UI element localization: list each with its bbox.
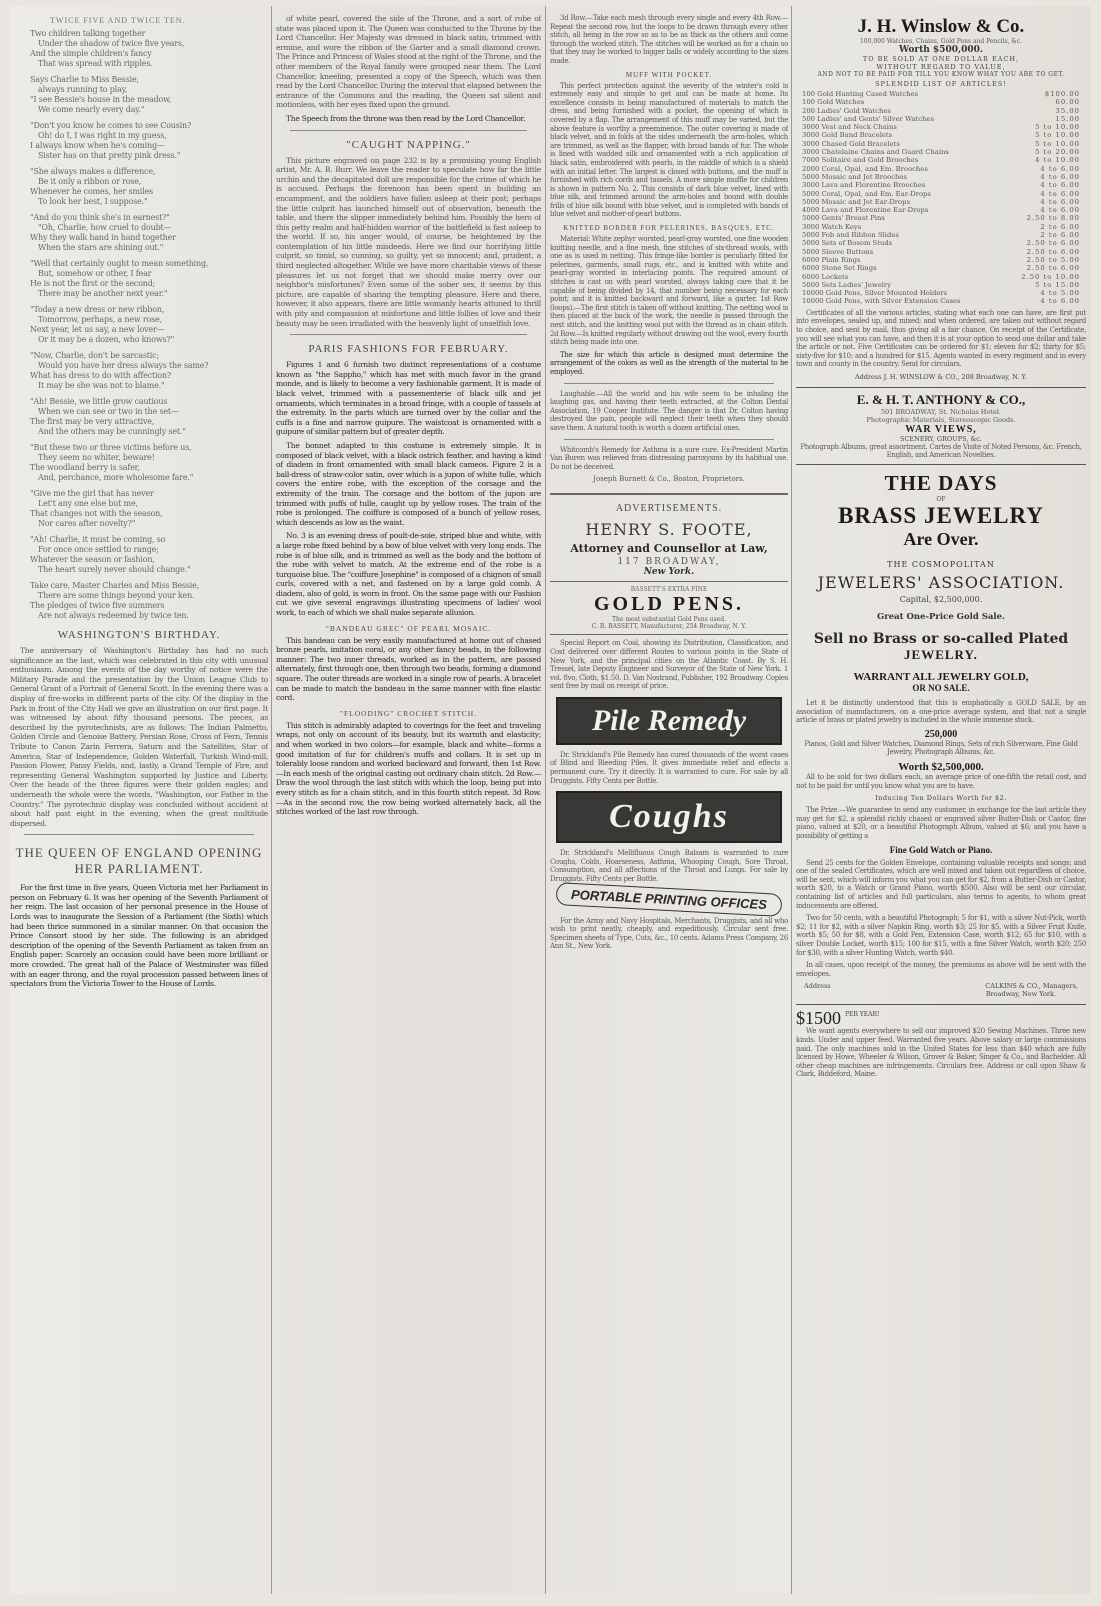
winslow-line: WITHOUT REGARD TO VALUE, [876,63,1006,71]
poem-stanza [24,581,268,621]
poem-stanza [24,259,268,299]
price-value: 4 to 5.00 [1040,289,1080,298]
coughs-text: Dr. Strickland's Mellifluous Cough Balsam is warranted to cure Coughs, Colds, Hoarseness, Asthma, Whooping Cough, Sore Throat, Consumption, and all affections of the Throat and Lungs. For sale by Druggists. Fifty Cents per Bottle. [550,849,788,884]
calkins-street: Broadway, New York. [985,990,1056,999]
poem-line: "Now, Charlie, don't be sarcastic; [30,351,159,360]
poem-stanza [24,351,268,391]
price-value: 2.50 to 6.00 [1026,264,1080,273]
coughs-banner: Coughs [556,791,782,843]
queen-parliament-text: For the first time in five years, Queen Victoria met her Parliament in person on February 6. It was her opening of the Seventh Parliament of her reign. The last occasion of her personal presence in the House of Lords was to inaugurate the Session of a Parliament (the Sixth) which had been thrice summoned in a similar manner. On that occasion the Prince Consort stood by her side. The following is an abridged description of the opening of the Seventh Parliament as taken from an English paper: Scarcely an occasion could have been more brilliant or more crowded. The great hall of the Palace of Westminster was filled with an eager throng, and the royal procession passed between lines of spectators from the Victoria Tower to the House of Lords. [10,883,268,989]
price-value: 2.50 to 6.00 [1026,247,1080,256]
column-rule [791,6,792,1594]
speech-line: The Speech from the throne was then read by the Lord Chancellor. [286,113,526,123]
column-4 [796,14,1086,1586]
winslow-subtitle: 100,000 Watches, Chains, Gold Pens and Pencils, &c. [859,38,1023,45]
anthony-address: 501 BROADWAY, St. Nicholas Hotel. [881,407,1001,416]
price-row [802,115,1080,123]
price-item: 3000 Gold Band Bracelets [802,131,893,140]
winslow-line: TO BE SOLD AT ONE DOLLAR EACH, [862,55,1020,63]
price-item: 200 Ladies' Gold Watches [802,106,891,115]
poem-line: Next year, let us say, a new lover— [30,325,165,334]
price-item: 5000 Mosaic and Jet Brooches [802,172,907,181]
price-value: 2 to 6.00 [1040,231,1080,240]
jewelry-heading: JEWELRY. [904,647,978,663]
poem-line: For once once settled to range; [38,545,159,554]
price-item: 5000 Gents' Breast Pins [802,214,885,223]
laughing-gas-notice: Laughable.—All the world and his wife seem to be inhaling the laughing gas, and having their teeth extracted, at the Colton Dental Association, 19 Cooper Institute. The danger is that Dr. Colton having destroyed the pain, people will neglect their teeth when they should save them. A natural tooth is worth a dozen artificial ones. [550,389,788,432]
price-value: 5 to 10.00 [1035,123,1080,132]
price-row [802,256,1080,264]
winslow-address: Address J. H. WINSLOW & CO., 208 Broadway, N. Y. [854,372,1028,381]
poem-line: Whenever he comes, her smiles [30,187,153,196]
newspaper-page [10,6,1091,1594]
poem-line: That changes not with the season, [30,509,163,518]
price-value: 4 to 6.00 [1040,197,1080,206]
asthma-remedy-proprietors: Joseph Burnett & Co., Boston, Proprietors. [593,475,745,484]
price-row [802,231,1080,239]
poem-line: Would you have her dress always the same? [38,361,209,370]
prize-text: The Prize.—We guarantee to send any customer, in exchange for the last article they may get for $2, a splendid richly chased or engraved silver Butter-Dish or Castor, fine piano, valued at $20, or a beautiful Photograph Album, valued at $6; and you have a possibility of getting a [796,806,1086,840]
price-value: 4 to 6.00 [1040,172,1080,181]
poem-stanza [24,213,268,253]
brass-jewelry-heading: BRASS JEWELRY [838,503,1044,529]
price-row [802,223,1080,231]
knitted-border-heading: KNITTED BORDER FOR PELERINES, BASQUES, ETC. [563,224,775,233]
price-item: 500 Ladies' and Gents' Silver Watches [802,114,934,123]
poem-line: And the simple children's fancy [30,49,152,58]
price-value: 4 to 6.00 [1040,297,1080,306]
price-item: 6000 Stone Set Rings [802,264,877,273]
caught-napping-text: This picture engraved on page 232 is by a promising young English artist, Mr. A. B. Burr. We leave the reader to speculate how far the little urchin and the decapitated doll are responsible for the crime of which he is accused. Perhaps the forenoon has been spent in building an encampment, and the soldiers have fallen asleep at their post; perhaps the little culprit has launched himself out of observation, beneath the table, and there the slipper immediately behind him. Possibly the hero of this petty realm and half-hidden warrior of the battlefield is fast asleep to the world. If so, his anger would, of course, be heightened by the contemplation of his little misdeeds. Here we find our horrifying little culprit, so timid, so cunning, so guilty, yet so innocent; and, prudent, a third neglected altogether. While we have more charitable views of these pleasures let us not forget that we should make merry over our neighbor's misfortunes? Even some of the sober sex, it seems by this picture, are capable of sharing the tempting pleasure. Here and there, however, it also appears, there are little womanly hearts attuned to thrill with pity and compassion at misfortune and little follies of love and their beauty may be seen irradiated with the heavenly light of unselfish love. [276,155,541,328]
price-value: 4 to 6.00 [1040,164,1080,173]
column-rule [271,6,272,1594]
poem-line: To look her best, I suppose." [38,197,148,206]
poem-line: The heart surely never should change." [38,565,191,574]
days-heading: THE DAYS [884,471,998,496]
winslow-worth: Worth $500,000. [898,45,984,55]
price-item: 5000 Sets Ladies' Jewelry [802,280,891,289]
price-item: 5000 Coral, Opal, and Em. Ear-Drops [802,189,931,198]
coal-report-ad: Special Report on Coal, showing its Distribution, Classification, and Cost delivered over different Routes to various points in the State of New York, and the principal cities on the Atlantic Coast. By S. H. Tressel, late Deputy Engineer and Surveyor of the State of New York. 1 vol. 8vo, Cloth, $1.50. D. Van Nostrand, Publisher, 192 Broadway. Copies sent free by mail on receipt of price. [550,639,788,691]
anthony-war-views: WAR VIEWS, [905,423,977,435]
send-text: Send 25 cents for the Golden Envelope, containing valuable receipts and songs; and one of the sealed Certificates, which are well mixed and taken out regardless of choice, will be sent, which will inform you what you can get for $2, from a Butter-Dish or Castor, worth $20, to a Watch or Grand Piano, worth $500. Also will be sent our circular, containing list of articles and full particulars, also terms to agents, to whom great inducements are offered. [796,858,1086,910]
price-row [802,281,1080,289]
knitted-border-text: Material: White zephyr worsted, pearl-gray worsted, one fine wooden knitting needle, and a fine mesh, fine stitches of six-thread wools, with one as is used in netting. This fringe-like border is peculiarly fitted for pelerines, garments, small rugs, etc., and is knitted with white and pearl-gray worsted in interlacing points. The required amount of stitches is cast on with pearl worsted, always taking care that it be capable of being divided by 14, that number being necessary for each point; and it is knitted backward and forward, like a garter. 1st Row (loops).—The first stitch is taken off without knitting. The netting wool is then placed at the back of the work, the needle is passed through the next stitch, and the knitting wool put with the thread as in chain stitch. 2d Row.—Is knitted regularly without drawing out the wool, every fourth stitch being made into one. [550,235,788,347]
calkins-address [796,982,1086,990]
poem-line: They seem no whiter, beware! [38,453,155,462]
fine-gold-watch: Fine Gold Watch or Piano. [889,844,993,855]
poem-line: "But these two or three victims before us, [30,443,192,452]
bandeau-heading: "BANDEAU GREC" OF PEARL MOSAIC. [325,623,492,633]
price-value: 4 to 6.00 [1040,181,1080,190]
poem-line: "And do you think she's in earnest?" [30,213,170,222]
price-row [802,289,1080,297]
price-row [802,123,1080,131]
divider [796,387,1086,388]
divider [564,383,774,384]
price-row [802,140,1080,148]
winslow-line: AND NOT TO BE PAID FOR TILL YOU KNOW WHAT YOU ARE TO GET. [817,71,1065,78]
price-item: 4000 Lava and Florentine Ear-Drops [802,206,929,215]
poem-line: Take care, Master Charles and Miss Bessie, [30,581,200,590]
bandeau-text: This bandeau can be very easily manufactured at home out of chased bronze pearls, imitation coral, or any other fancy beads, in the following manner: The two inner threads, worked as in the pattern, are passed alternately, first through one, then through two beads, forming a diamond square. The outer threads are worked in a single row of pearls. A bracelet can be made to match the bandeau in the same manner with fine elastic cord. [276,635,541,703]
price-item: 3000 Vest and Neck Chains [802,123,897,132]
poem-line: Oh! do I, I was right in my guess, [38,131,167,140]
column-3 [550,14,788,1586]
poem-line: We come nearly every day." [38,105,145,114]
foote-name: HENRY S. FOOTE, [585,520,753,540]
poem-line: But, somehow or other, I fear [38,269,152,278]
poem-stanza [24,489,268,529]
price-row [802,239,1080,247]
price-item: 5000 Sets of Bosom Studs [802,239,893,248]
price-value: $100.00 [1044,90,1080,98]
price-row [802,131,1080,139]
gold-pens-eyebrow: BASSETT'S EXTRA FINE [630,586,708,594]
price-row [802,181,1080,189]
worth-text: All to be sold for two dollars each, an average price of one-fifth the retail cost, and not to be paid for until you know what you are to have. [796,773,1086,790]
price-item: 3000 Chased Gold Bracelets [802,139,900,148]
crochet-stitch-text: This stitch is admirably adapted to coverings for the feet and traveling wraps, not only on account of its beauty, but its warmth and elasticity; and when worked in two colors—for example, black and white—forms a good imitation of fur for children's muffs and collars. It is set up in tolerably loose random and worked backward and forward, then 1st Row.—In each mesh of the original casting out ordinary chain stitch. 2d Row.—Draw the wool through the last stitch with which the loop, being put into every stitch as for a chain stitch, and in this fourth stitch repeat. 3d Row.—As in the second row, the row being worked alternately back, all the stitches worked of the last row through. [276,720,541,817]
price-row [802,173,1080,181]
price-value: 5 to 10.00 [1035,139,1080,148]
price-value: 4 to 10.00 [1035,156,1080,165]
poem-stanza [24,397,268,437]
poem-line: "Well that certainly ought to mean something, [30,259,209,268]
winslow-name: J. H. Winslow & Co. [857,16,1025,37]
price-row [802,165,1080,173]
poem-line: Why they walk hand in hand together [30,233,176,242]
printing-offices-banner: PORTABLE PRINTING OFFICES [556,882,783,917]
calkins-name: CALKINS & CO., Managers, [985,982,1078,991]
paris-fashions-text: Figures 1 and 6 furnish two distinct representations of a costume known as "the Sappho," which has met with much favor in the grand monde, and is likely to become a very fashionable garment. It is made of black velvet, trimmed with a passementerie of black silk and jet ornaments, which terminates in a broad fringe, with a couple of tassels at the extremity. In the parts which are turned over by the collar and the cuffs is a fine and narrow guipure. The waistcoat is ornamented with a guipure of similar pattern but of greater depth. [276,360,541,437]
price-item: 3000 Watch Keys [802,222,862,231]
per-year: PER YEAR! [845,1011,880,1019]
poem-line: Sister has on that pretty pink dress." [38,151,181,160]
column-1 [10,14,268,1586]
caught-napping-heading: "CAUGHT NAPPING." [346,138,471,151]
queen-continued-text: of white pearl, covered the side of the Throne, and a sort of robe of state was placed upon it. The Queen was conducted to the Throne by the Lord Chancellor. Her Majesty was dressed in black satin, trimmed with ermine, and wore the ribbon of the Garter and a small diamond crown. The Prince and Princess of Wales stood at the right of the Throne, and the other members of the Royal family were grouped near them. The Lord Chancellor, kneeling, presented a copy of the Speech, which was then read by the Lord Chancellor. During the interval that elapsed between the entrance of the Commons and the reading, the Queen sat silent and motionless, with her eyes fixed upon the ground. [276,14,541,110]
gold-pens-sub: The most substantial Gold Pens used. [612,616,726,624]
price-value: 60.00 [1055,98,1080,107]
poem-line: "Oh, Charlie, how cruel to doubt— [38,223,172,232]
price-value: 2 to 6.00 [1040,222,1080,231]
no-sale: OR NO SALE. [912,683,970,694]
column-rule [545,6,546,1594]
anthony-sub: Photographic Materials, Stereoscopic Goods. [866,415,1016,424]
salary-amount: $1500 [796,1008,841,1029]
price-item: 5000 Sleeve Buttons [802,247,874,256]
foote-city: New York. [643,567,695,578]
poem-line: "Give me the girl that has never [30,489,154,498]
poem-stanza [24,121,268,161]
divider [796,1004,1086,1005]
jewelers-association: JEWELERS' ASSOCIATION. [817,573,1065,593]
price-value: 5 to 15.00 [1035,280,1080,289]
pile-remedy-banner: Pile Remedy [556,697,782,745]
capital-line: Capital, $2,500,000. [899,595,983,605]
are-over-heading: Are Over. [903,529,979,550]
price-row [802,273,1080,281]
pile-remedy-text: Dr. Strickland's Pile Remedy has cured thousands of the worst cases of Blind and Bleeding Piles. It gives immediate relief and effects a permanent cure. Try it directly. It is warranted to cure. For sale by all Druggists. Fifty Cents per Bottle. [550,750,788,785]
premiums-text: Two for 50 cents, with a beautiful Photograph; 5 for $1, with a silver Nut-Pick, worth $2; 11 for $2, with a silver Napkin Ring, worth $3; 25 for $5, with a Silver Fruit Knife, worth $5; 50 for $8, with a Gold Pen, Extension Case, worth $12; 65 for $10, with a silver Double Locket, worth $15; 100 for $15, with a fine Silver Watch, worth $20; 250 for $30, with a silver Hunting Watch, worth $40. [796,914,1086,957]
poem-line: That was spread with ripples. [38,59,153,68]
queen-parliament-heading: THE QUEEN OF ENGLAND OPENING HER PARLIAMENT. [15,845,263,877]
poem-stanza [24,29,268,69]
price-row [802,190,1080,198]
price-item: 3000 Chatelaine Chains and Guard Chains [802,148,949,157]
price-row [802,148,1080,156]
muff-heading: MUFF WITH POCKET. [625,70,713,79]
sewing-text: We want agents everywhere to sell our improved $20 Sewing Machines. Three new kinds. Under and upper feed. Warranted five years. Above salary or large commissions paid. The only machines sold in the United States for less than $40 which are fully licensed by Howe, Wheeler & Wilson, Grover & Baker, Singer & Co., and Bachelder. All other cheap machines are infringements. Circulars free. Address or call upon Shaw & Clark, Biddeford, Maine. [796,1027,1086,1079]
divider [24,834,254,835]
price-value: 2.50 to 8.00 [1026,214,1080,223]
divider [796,464,1086,465]
price-item: 5000 Mosaic and Jet Ear-Drops [802,197,910,206]
gold-pens-maker: C. R. BASSETT, Manufacturer, 254 Broadway, N. Y. [591,623,747,631]
poem-line: "I see Bessie's house in the meadow, [30,95,172,104]
paris-fashions-text: The bonnet adapted to this costume is extremely simple. It is composed of black velvet, with a black ostrich feather, and having a kind of diadem in front ornamented with small black cameos. Figure 2 is a ball-dress of straw-color satin, over which is a jupon of white tulle, which covers the entire robe, with the exception of the corsage and the extremity of the train. The corsage and the bottom of the jupon are trimmed with puffs of tulle, caught up by yellow roses. The train of the robe is prolonged. The coiffure is composed of a bunch of yellow roses, which descends as low as the waist. [276,440,541,527]
price-item: 5000 Fob and Ribbon Slides [802,231,899,240]
poem-stanza [24,75,268,115]
winslow-text: Certificates of all the various articles, stating what each one can have, are first put into envelopes, sealed up, and mixed; and when ordered, are taken out without regard to choice, and sent by mail, thus giving all a fair chance. On receipt of the Certificate, you will see what you can have, and then it is at your option to send one dollar and take the article or not. Five Certificates can be ordered for $1; eleven for $2; thirty for $5; sixty-five for $10; and a hundred for $15. Agents wanted in every regiment and in every town and county in the country. Send for circulars. [796,308,1086,369]
price-row [802,198,1080,206]
poem-line: "Ah! Bessie, we little grow cautious [30,397,168,406]
price-value: 4 to 6.00 [1040,189,1080,198]
price-value: 15.00 [1055,114,1080,123]
address-label: Address [804,982,831,991]
crochet-continued-text: 3d Row.—Take each mesh through every single and every 4th Row.—Repeat the second row, but the loops to be drawn through every other stitch, all being in the row so as to be as thick as the others and come through the worked stitch. The stitches will be worked as for a chain so that they may be worked to bigger balls or widely according to the sizes made. [550,14,788,65]
crochet-stitch-heading: "FLOODING" CROCHET STITCH. [339,708,478,718]
poem-line: There may be another next year." [38,289,168,298]
price-value: 2.50 to 6.00 [1026,239,1080,248]
column-2 [276,14,541,1586]
poem-stanza [24,535,268,575]
price-item: 7000 Solitaire and Gold Brooches [802,156,919,165]
poem-line: The first may be very attractive, [30,417,155,426]
poem-line: Nor cares after novelty?" [38,519,136,528]
one-price-sale: Great One-Price Gold Sale. [876,612,1005,623]
poem-stanza [24,167,268,207]
anthony-text: Photograph Albums, great assortment. Cartes de Visite of Noted Persons, &c. French, English, and American Novelties. [800,442,1082,460]
gold-pens-ad [550,581,788,635]
poem-line: "Don't you know he comes to see Cousin? [30,121,192,130]
price-row [802,248,1080,256]
price-item: 3000 Lava and Florentine Brooches [802,181,926,190]
paris-fashions-heading: PARIS FASHIONS FOR FEBRUARY. [308,343,509,356]
knitted-border-note: The size for which this article is designed must determine the arrangement of the colors as well as the strength of the material to be employed. [550,350,788,376]
anthony-scenery: SCENERY, GROUPS, &c. [900,434,982,443]
poem-line: When the stars are shining out." [38,243,164,252]
poem-line: The pledges of twice five summers [30,601,165,610]
price-row [802,206,1080,214]
poem-line: Are not always redeemed by twice ten. [38,611,189,620]
price-row [802,90,1080,98]
price-item: 100 Gold Hunting Cased Watches [802,90,918,98]
paris-fashions-text: No. 3 is an evening dress of poult-de-soie, striped blue and white, with a large robe fixed behind by a bow of blue velvet with very long ends. The robe is of blue silk, and is trimmed as well as the body and the bottom of the robe with velvet to match. At the extreme end of the robe is a turquoise blue. The "coiffure Josephine" is composed of a chignon of small curls, covered with a net, and fastened on by a large gold comb. A diadem, also of gold, is worn in front. On the same page with our Fashion cut we give several engravings illustrating specimens of ladies' wool work, to each of which we shall make separate allusion. [276,531,541,618]
item-count: 250,000 [924,728,958,740]
poem-line: always running to play, [38,85,128,94]
poem-line: I always know when he's coming— [30,141,165,150]
price-row [802,156,1080,164]
price-item: 10000 Gold Pens, Silver Mounted Holders [802,289,948,298]
price-value: 4 to 6.00 [1040,206,1080,215]
advertisements-heading: ADVERTISEMENTS. [615,503,723,515]
warrant-gold: WARRANT ALL JEWELRY GOLD, [853,671,1029,684]
price-value: 5 to 20.00 [1035,148,1080,157]
poem-line: He is not the first or the second; [30,279,156,288]
price-value: 5 to 10.00 [1035,131,1080,140]
foote-title: Attorney and Counsellor at Law, [570,542,768,556]
divider [564,439,774,440]
poem-line: "Ah! Charlie, it must be coming, so [30,535,166,544]
gold-sale-text: Let it be distinctly understood that this is emphatically a GOLD SALE, by an association of manufacturers, on a one-price average system, and that not a single article of brass or plated jewelry is included in the whole immense stock. [796,699,1086,725]
washington-birthday-heading: WASHINGTON'S BIRTHDAY. [57,629,221,641]
poem-line: Under the shadow of twice five years, [38,39,185,48]
divider [290,130,527,131]
price-item: 100 Gold Watches [802,98,865,107]
price-row [802,98,1080,106]
poem-line: "She always makes a difference, [30,167,156,176]
price-row [802,107,1080,115]
winslow-price-list [796,90,1086,306]
poem-line: It may be she was not to blame." [38,381,165,390]
price-row [802,264,1080,272]
price-item: 6000 Plain Rings [802,255,861,264]
sell-no-brass: Sell no Brass or so-called Plated [813,631,1069,648]
printing-offices-text: For the Army and Navy Hospitals, Merchants, Druggists, and all who wish to print neatly, cheaply, and expeditiously. Circular sent free. Specimen sheets of Type, Cuts, &c., 10 cents. Adams Press Company, 26 Ann St., New York. [550,916,788,951]
price-value: 2.50 to 10.00 [1021,272,1080,281]
poem-line: Or it may be a dozen, who knows?" [38,335,174,344]
poem [24,29,268,621]
worth-heading: Worth $2,500,000. [898,761,984,774]
days-of: OF [936,496,946,504]
poem-line: Two children talking together [30,29,146,38]
poem-line: And the others may be cunningly set." [38,427,186,436]
gold-pens-title: GOLD PENS. [593,593,745,616]
cosmopolitan-label: THE COSMOPOLITAN [887,560,995,570]
price-row [802,214,1080,222]
poem-line: Tomorrow, perhaps, a new rose, [38,315,162,324]
poem-line: Whatever the season or fashion, [30,555,155,564]
divider [550,493,788,495]
price-value: 35.00 [1055,106,1080,115]
washington-birthday-text: The anniversary of Washington's Birthday has had no such significance as the last, which was celebrated in this city with unusual enthusiasm. Among the events of the day worthy of notice were the Military Parade and the presentation by the Union League Club to General Grant of a Portrait of General Scott. In the evening there was a display of fire-works in different parts of the city. Of the display in the Park in front of the City Hall we give an illustration on our first page. It was witnessed by about fifty thousand persons. The pieces, as described by the pyrotechnists, are as follows: The Indian Palmetto, Golden Circle and Genoise Battery, Persian Rose, Cross of Fern, Tennis Tribute to Canon Zarin Ferrera, Saturn and the Satellites, Star of America, Star of Independence, Golden Waterfall, Turkish Wind-mill, Passion Flower, Pansy Fields, and, lastly, a Grand Temple of Fire, and representing General Washington supported by Justice and Liberty. Over the heads of the three figures were their golden eagles; and underneath the whole were the words, "Washington, our Father in the Country." The pyrotechnic display was concluded without accident at about half past eight in the evening, when the great multitude dispersed. [10,646,268,828]
poem-line: Be it only a ribbon or rose, [38,177,142,186]
poem-line: There are some things beyond your ken. [38,591,195,600]
poem-line: And, perchance, more wholesome fare." [38,473,194,482]
poem-line: Says Charlie to Miss Bessie, [30,75,139,84]
poem-line: What has dress to do with affection? [30,371,172,380]
anthony-name: E. & H. T. ANTHONY & CO., [856,391,1026,407]
poem-title: TWICE FIVE AND TWICE TEN. [50,16,186,25]
poem-stanza [24,305,268,345]
price-item: 2000 Coral, Opal, and Em. Brooches [802,164,928,173]
remit-text: In all cases, upon receipt of the money, the premiums as above will be sent with the envelopes. [796,961,1086,978]
asthma-remedy-notice: Whitcomb's Remedy for Asthma is a sure cure. Ex-President Martin Van Buren was relieved from distressing paroxysms by its habitual use. Do not be deceived. [550,445,788,471]
sewing-ad [796,1009,1086,1027]
inducing-line: Inducing Ten Dollars Worth for $2. [875,794,1007,803]
poem-stanza [24,443,268,483]
winslow-list-title: SPLENDID LIST OF ARTICLES! [875,80,1007,88]
items-text: Pianos, Gold and Silver Watches, Diamond Rings, Sets of rich Silverware, Fine Gold Jewelry, Photograph Albums, &c. [804,739,1078,757]
foote-address: 117 BROADWAY, [617,557,721,568]
poem-line: When we can see or two in the set— [38,407,179,416]
poem-line: "Today a new dress or new ribbon, [30,305,165,314]
price-value: 2.50 to 5.00 [1026,255,1080,264]
muff-text: This perfect protection against the severity of the winter's cold is extremely easy and simple to get and can be made at home. Its excellence consists in being manufactured of materials to match the dress, and being furnished with a pocket, the opening of which is covered by a flap. The arrangement of this muff may be varied, but the above feature is worthy a preeminence. The outer covering is made of black velvet, and in folds at the sides underneath the arm-holes, which are trimmed, as well as the flapper, with broad bands of fur. The whole is lined with wadded silk and ornamented with a rich application of black satin, embroidered with pearls, in the middle of which is a shield with an initial letter. The largest is closed with buttons, and the muff is furnished with rich cords and tassels. A more simple muffle for children is shown in pattern No. 2. This consists of dark blue velvet, lined with blue silk, and trimmed around the arm-holes and bound with double frills of blue silk bound with blue velvet, and is completed with bands of blue velvet and mother-of-pearl buttons. [550,81,788,219]
divider [290,334,527,335]
price-item: 6000 Lockets [802,272,849,281]
price-item: 10000 Gold Pens, with Silver Extension Cases [802,297,961,306]
poem-line: Let't any one else but me, [38,499,138,508]
poem-line: The woodland berry is safer, [30,463,140,472]
price-row [802,297,1080,305]
